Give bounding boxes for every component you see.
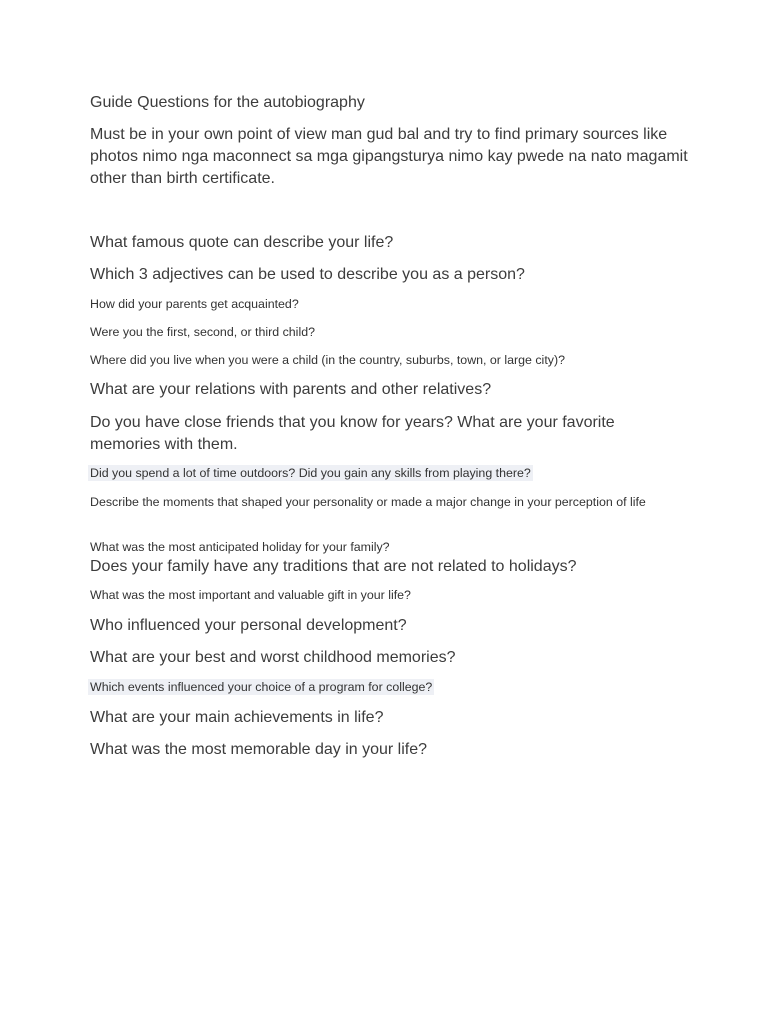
question-item: [90, 678, 690, 696]
question-item: Does your family have any traditions that are not related to holidays?: [90, 558, 577, 575]
question-item: [90, 464, 690, 482]
question-item: Describe the moments that shaped your personality or made a major change in your perception of life: [90, 495, 646, 509]
question-item: What are your relations with parents and other relatives?: [90, 381, 492, 398]
question-item: Were you the first, second, or third child?: [90, 325, 315, 339]
question-item: How did your parents get acquainted?: [90, 297, 299, 311]
question-item: Who influenced your personal development?: [90, 617, 407, 634]
question-item: What was the most memorable day in your life?: [90, 741, 428, 758]
intro-paragraph: Must be in your own point of view man gud bal and try to find primary sources like photos nimo nga maconnect sa mga gipangsturya nimo kay pwede na nato magamit other than birth certificate.: [90, 126, 688, 187]
question-item: What was the most anticipated holiday for your family?: [90, 540, 390, 554]
question-item: Which 3 adjectives can be used to describe you as a person?: [90, 266, 525, 283]
highlighted-text: Which events influenced your choice of a program for college?: [90, 680, 433, 694]
document-title: Guide Questions for the autobiography: [90, 94, 365, 111]
question-item: What are your best and worst childhood memories?: [90, 649, 456, 666]
highlighted-text: Did you spend a lot of time outdoors? Did you gain any skills from playing there?: [90, 466, 531, 480]
question-item: Where did you live when you were a child (in the country, suburbs, town, or large city)?: [90, 353, 565, 367]
question-item: Do you have close friends that you know for years? What are your favorite memories with them.: [90, 414, 615, 453]
question-item: What famous quote can describe your life?: [90, 234, 394, 251]
question-item: What was the most important and valuable gift in your life?: [90, 588, 411, 602]
question-item: What are your main achievements in life?: [90, 709, 384, 726]
